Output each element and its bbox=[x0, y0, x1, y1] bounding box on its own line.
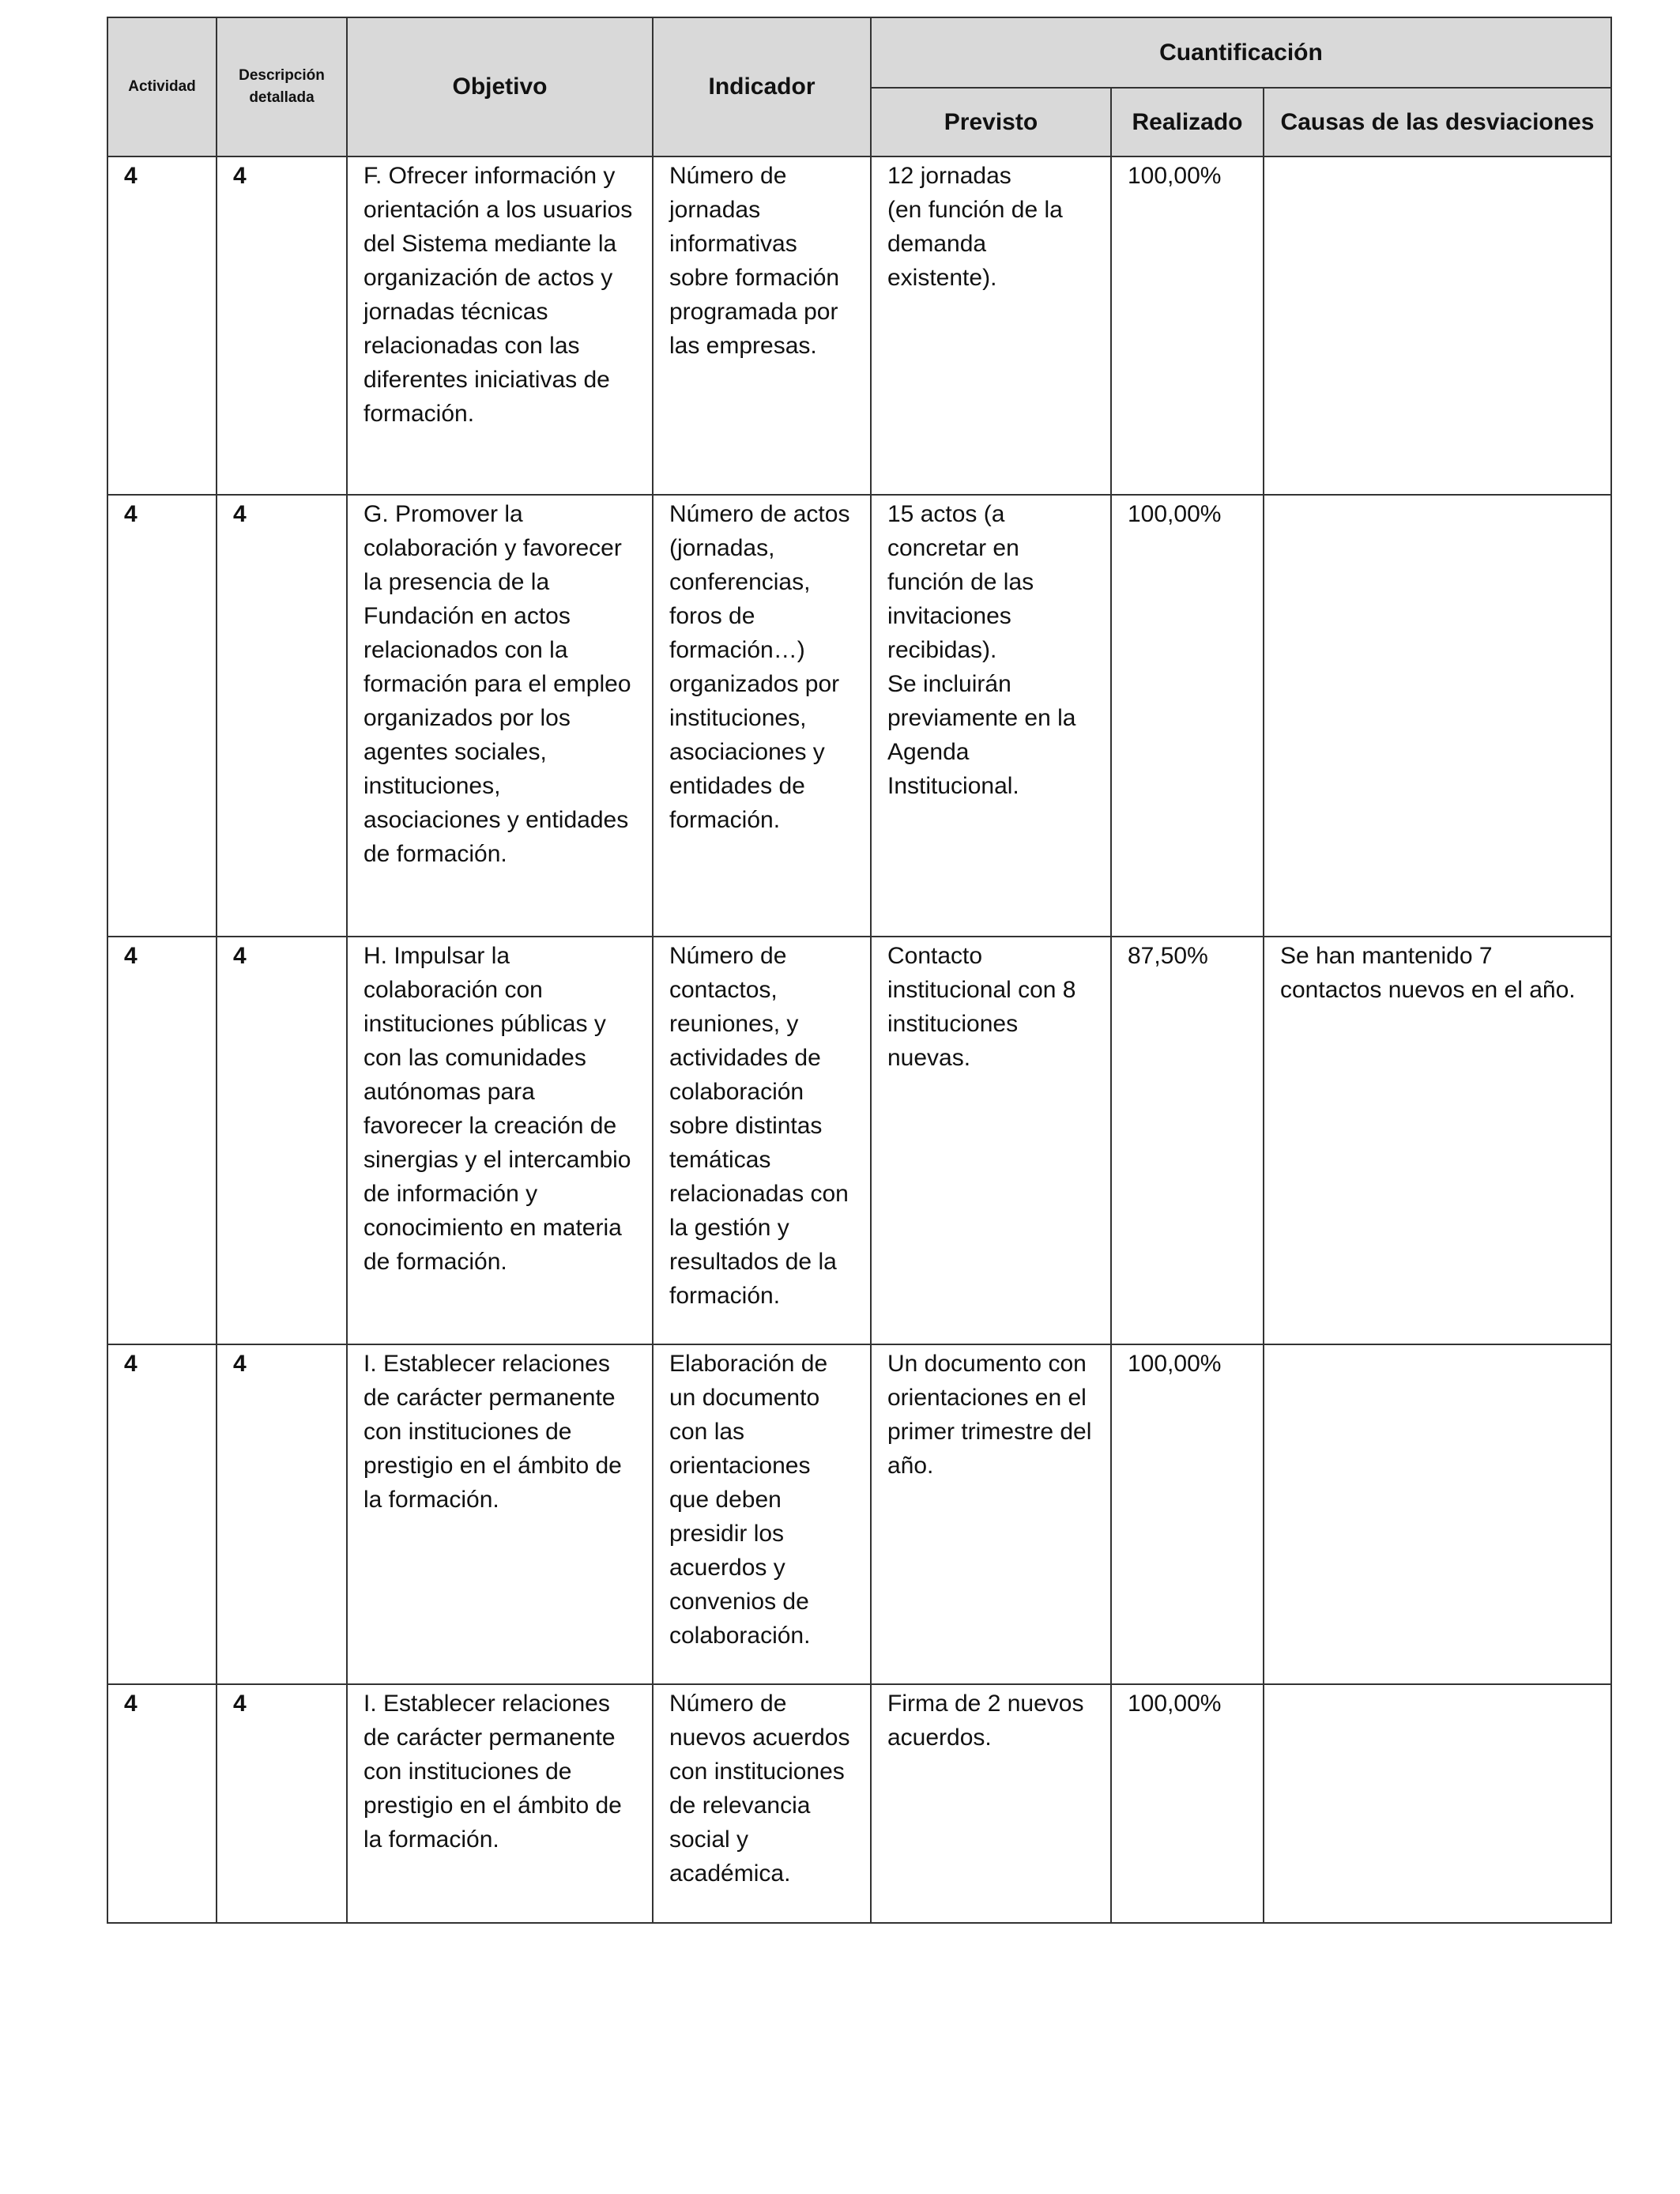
cell-previsto bbox=[871, 937, 1111, 1344]
header-descripcion: Descripción detallada bbox=[217, 17, 347, 156]
cell-indicador: Número de nuevos acuerdos con instituciones de relevancia social y académica. bbox=[653, 1684, 871, 1923]
cell-causas: Se han mantenido 7 contactos nuevos en el año. bbox=[1264, 937, 1611, 1344]
cell-previsto bbox=[871, 156, 1111, 495]
header-causas: Causas de las desviaciones bbox=[1264, 88, 1611, 156]
previsto-line-2: Se incluirán previamente en la Agenda Institucional. bbox=[887, 671, 1076, 799]
table-row bbox=[107, 1344, 1611, 1684]
previsto-line-1: Un documento con orientaciones en el primer trimestre del año. bbox=[887, 1351, 1092, 1479]
cell-actividad: 4 bbox=[107, 156, 217, 495]
cell-previsto bbox=[871, 495, 1111, 937]
cell-actividad: 4 bbox=[107, 1344, 217, 1684]
cell-objetivo: G. Promover la colaboración y favorecer la presencia de la Fundación en actos relacionados con la formación para el empleo organizados por los agentes sociales, instituciones, asociaciones y entidades de formación. bbox=[347, 495, 653, 937]
cell-objetivo: I. Establecer relaciones de carácter permanente con instituciones de prestigio en el ámbito de la formación. bbox=[347, 1684, 653, 1923]
cell-causas bbox=[1264, 1344, 1611, 1684]
header-realizado: Realizado bbox=[1111, 88, 1264, 156]
cell-realizado: 87,50% bbox=[1111, 937, 1264, 1344]
cell-previsto bbox=[871, 1684, 1111, 1923]
header-cuantificacion: Cuantificación bbox=[871, 17, 1611, 88]
cell-objetivo: I. Establecer relaciones de carácter permanente con instituciones de prestigio en el ámbito de la formación. bbox=[347, 1344, 653, 1684]
previsto-line-2: (en función de la demanda existente). bbox=[887, 197, 1063, 291]
cell-indicador: Número de actos (jornadas, conferencias, foros de formación…) organizados por instituciones, asociaciones y entidades de formación. bbox=[653, 495, 871, 937]
cell-causas bbox=[1264, 495, 1611, 937]
cell-objetivo: F. Ofrecer información y orientación a los usuarios del Sistema mediante la organización de actos y jornadas técnicas relacionadas con las diferentes iniciativas de formación. bbox=[347, 156, 653, 495]
table-row bbox=[107, 495, 1611, 937]
cell-causas bbox=[1264, 156, 1611, 495]
cell-realizado: 100,00% bbox=[1111, 156, 1264, 495]
cell-actividad: 4 bbox=[107, 937, 217, 1344]
previsto-line-1: Firma de 2 nuevos acuerdos. bbox=[887, 1691, 1084, 1751]
table-row bbox=[107, 1684, 1611, 1923]
cell-descripcion: 4 bbox=[217, 495, 347, 937]
cell-indicador: Elaboración de un documento con las orientaciones que deben presidir los acuerdos y convenios de colaboración. bbox=[653, 1344, 871, 1684]
quantification-table bbox=[107, 17, 1612, 1924]
cell-indicador: Número de contactos, reuniones, y actividades de colaboración sobre distintas temáticas relacionadas con la gestión y resultados de la formación. bbox=[653, 937, 871, 1344]
cell-descripcion: 4 bbox=[217, 1684, 347, 1923]
previsto-line-1: 12 jornadas bbox=[887, 163, 1011, 189]
cell-actividad: 4 bbox=[107, 1684, 217, 1923]
cell-objetivo: H. Impulsar la colaboración con instituciones públicas y con las comunidades autónomas para favorecer la creación de sinergias y el intercambio de información y conocimiento en materia de formación. bbox=[347, 937, 653, 1344]
table-header bbox=[107, 17, 1611, 156]
previsto-line-1: 15 actos (a concretar en función de las invitaciones recibidas). bbox=[887, 501, 1034, 663]
cell-previsto bbox=[871, 1344, 1111, 1684]
cell-indicador: Número de jornadas informativas sobre formación programada por las empresas. bbox=[653, 156, 871, 495]
cell-realizado: 100,00% bbox=[1111, 1684, 1264, 1923]
cell-causas bbox=[1264, 1684, 1611, 1923]
cell-realizado: 100,00% bbox=[1111, 495, 1264, 937]
header-actividad: Actividad bbox=[107, 17, 217, 156]
header-previsto: Previsto bbox=[871, 88, 1111, 156]
table-row bbox=[107, 937, 1611, 1344]
cell-realizado: 100,00% bbox=[1111, 1344, 1264, 1684]
cell-actividad: 4 bbox=[107, 495, 217, 937]
table-row bbox=[107, 156, 1611, 495]
cell-descripcion: 4 bbox=[217, 156, 347, 495]
header-objetivo: Objetivo bbox=[347, 17, 653, 156]
previsto-line-1: Contacto institucional con 8 instituciones nuevas. bbox=[887, 943, 1076, 1071]
cell-descripcion: 4 bbox=[217, 1344, 347, 1684]
cell-descripcion: 4 bbox=[217, 937, 347, 1344]
table-body bbox=[107, 156, 1611, 1923]
header-indicador: Indicador bbox=[653, 17, 871, 156]
